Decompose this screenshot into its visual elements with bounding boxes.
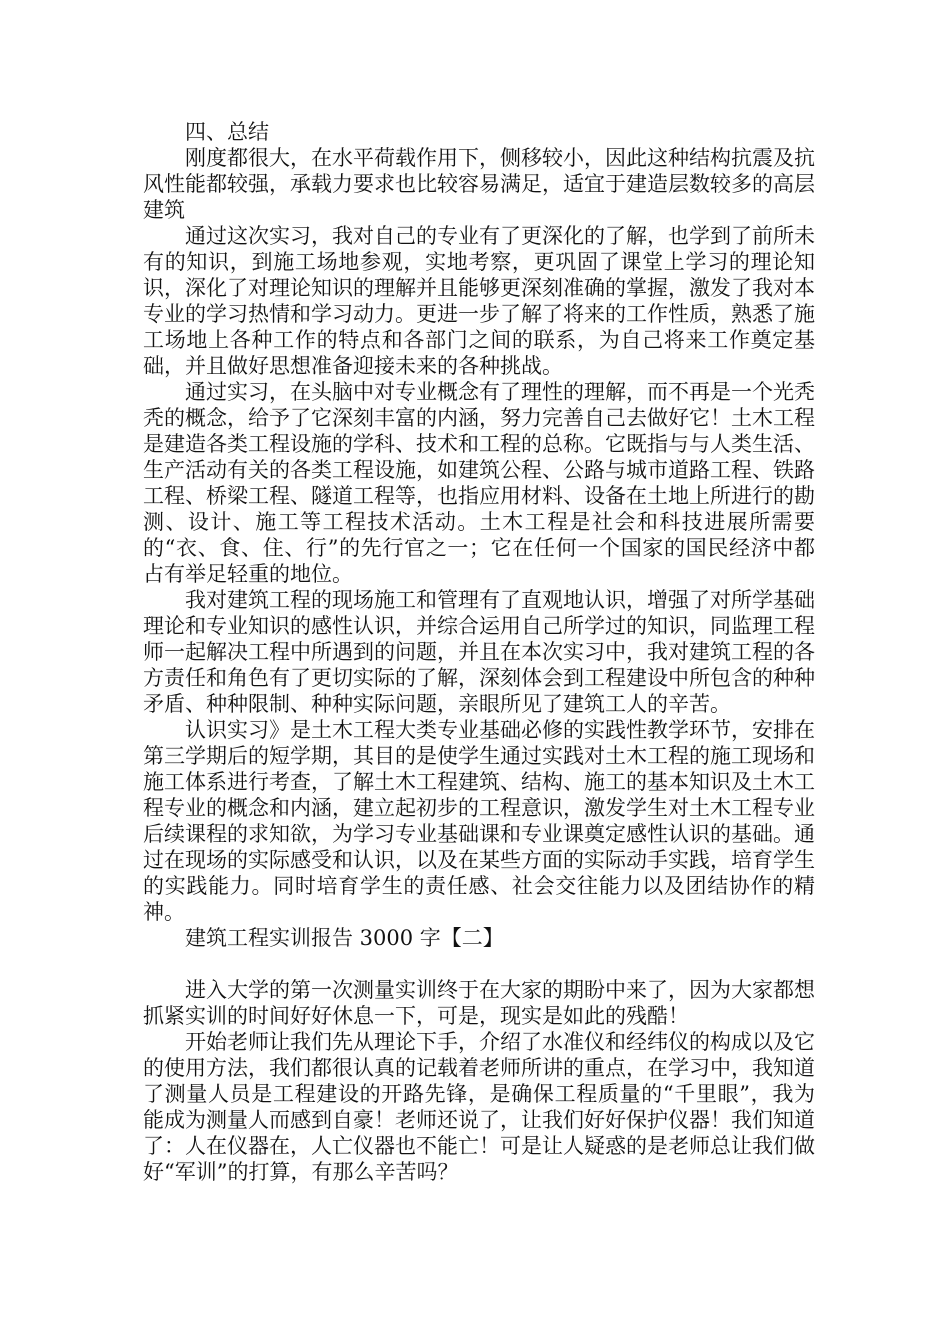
paragraph-civil-engineering: 通过实习，在头脑中对专业概念有了理性的理解，而不再是一个光秃秃的概念，给予了它深刻丰富的内涵，努力完善自己去做好它！土木工程是建造各类工程设施的学科、技术和工程的总称。它既指与与人类生活、生产活动有关的各类工程设施，如建筑公程、公路与城市道路工程、铁路工程、桥梁工程、隧道工程等，也指应用材料、设备在土地上所进行的勘测、设计、施工等工程技术活动。土木工程是社会和科技进展所需要的“衣、食、住、行”的先行官之一；它在任何一个国家的国民经济中都占有举足轻重的地位。 <box>143 380 815 586</box>
paragraph-cognitive-internship: 认识实习》是土木工程大类专业基础必修的实践性教学环节，安排在第三学期后的短学期，其目的是使学生通过实践对土木工程的施工现场和施工体系进行考查，了解土木工程建筑、结构、施工的基本知识及土木工程专业的概念和内涵，建立起初步的工程意识，激发学生对土木工程专业后续课程的求知欲，为学习专业基础课和专业课奠定感性认识的基础。通过在现场的实际感受和认识，以及在某些方面的实际动手实践，培育学生的实践能力。同时培育学生的责任感、社会交往能力以及团结协作的精神。 <box>143 718 815 924</box>
blank-line <box>143 951 815 977</box>
report-title: 建筑工程实训报告 3000 字【二】 <box>185 926 504 950</box>
paragraph-survey-intro: 进入大学的第一次测量实训终于在大家的期盼中来了，因为大家都想抓紧实训的时间好好休息一下，可是，现实是如此的残酷！ <box>143 978 815 1028</box>
document-page <box>143 119 815 1185</box>
paragraph-structure-summary: 刚度都很大，在水平荷载作用下，侧移较小，因此这种结构抗震及抗风性能都较强，承载力要求也比较容易满足，适宜于建造层数较多的高层建筑 <box>143 146 815 222</box>
paragraph-internship-gains: 通过这次实习，我对自己的专业有了更深化的了解，也学到了前所未有的知识，到施工场地参观，实地考察，更巩固了课堂上学习的理论知识，深化了对理论知识的理解并且能够更深刻准确的掌握，激发了我对本专业的学习热情和学习动力。更进一步了解了将来的工作性质，熟悉了施工场地上各种工作的特点和各部门之间的联系，为自己将来工作奠定基础，并且做好思想准备迎接未来的各种挑战。 <box>143 224 815 378</box>
paragraph-survey-theory: 开始老师让我们先从理论下手，介绍了水准仪和经纬仪的构成以及它的使用方法，我们都很认真的记载着老师所讲的重点，在学习中，我知道了测量人员是工程建设的开路先锋，是确保工程质量的“千里眼”，我为能成为测量人而感到自豪！老师还说了，让我们好好保护仪器！我们知道了：人在仪器在，人亡仪器也不能亡！可是让人疑惑的是老师总让我们做好“军训”的打算，有那么辛苦吗？ <box>143 1030 815 1184</box>
paragraph-site-management: 我对建筑工程的现场施工和管理有了直观地认识，增强了对所学基础理论和专业知识的感性认识，并综合运用自己所学过的知识，同监理工程师一起解决工程中所遇到的问题，并且在本次实习中，我对建筑工程的各方责任和角色有了更切实际的了解，深刻体会到工程建设中所包含的种种矛盾、种种限制、种种实际问题，亲眼所见了建筑工人的辛苦。 <box>143 588 815 716</box>
section-heading: 四、总结 <box>185 120 269 144</box>
